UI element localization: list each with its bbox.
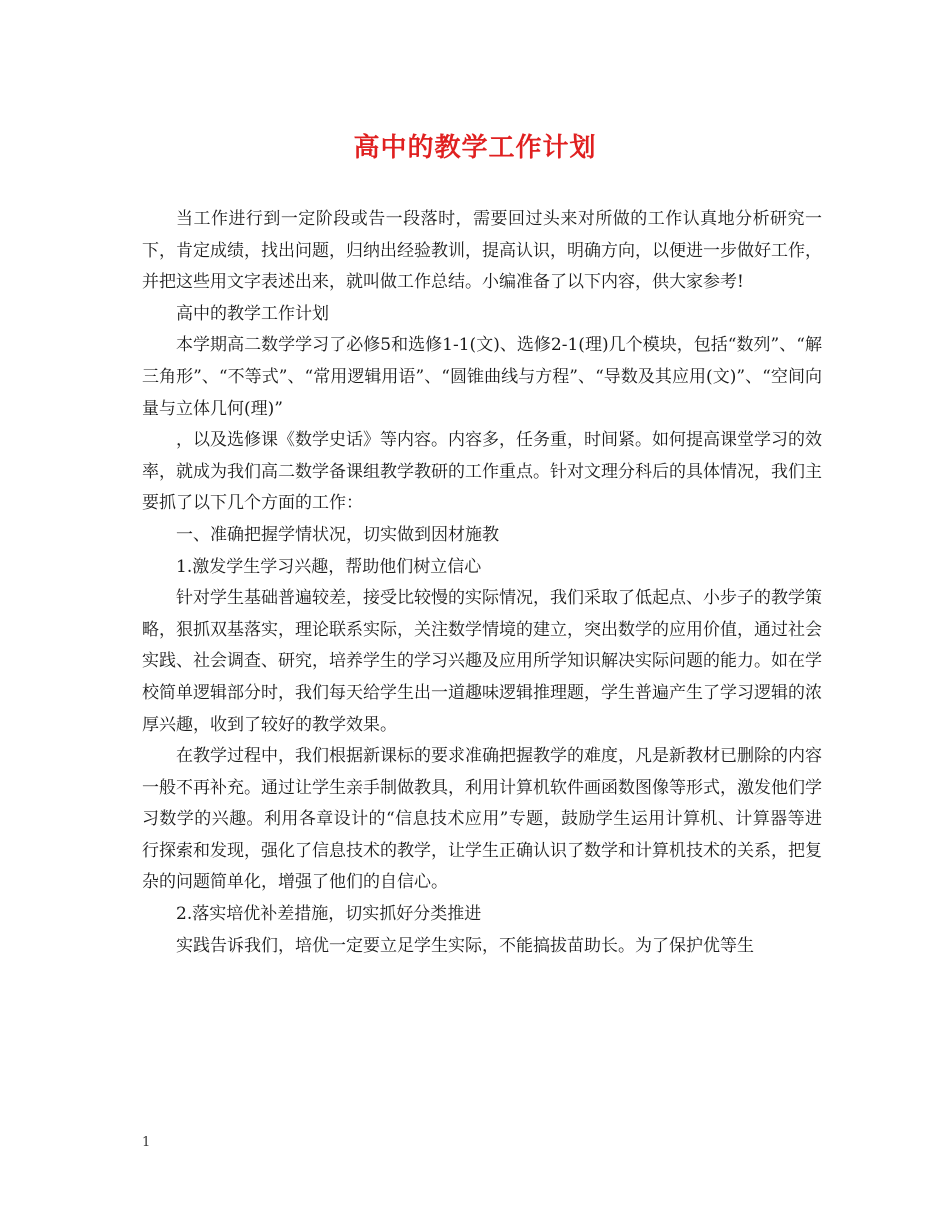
paragraph-teaching-process: 在教学过程中，我们根据新课标的要求准确把握教学的难度，凡是新教材已删除的内容一般不再补充。通过让学生亲手制做教具，利用计算机软件画函数图像等形式，激发他们学习数学的兴趣。利用各章设计的“信息技术应用”专题，鼓励学生运用计算机、计算器等进行探索和发现，强化了信息技术的教学，让学生正确认识了数学和计算机技术的关系，把复杂的问题简单化，增强了他们的自信心。 (142, 746, 822, 893)
page-number: 1 (142, 1135, 151, 1150)
section-heading-1: 一、准确把握学情状况，切实做到因材施教 (176, 524, 499, 545)
paragraph-modules: 本学期高二数学学习了必修5和选修1-1(文)、选修2-1(理)几个模块，包括“数列”、“解三角形”、“不等式”、“常用逻辑用语”、“圆锥曲线与方程”、“导数及其应用(文)”、“空间向量与立体几何(理)” (142, 335, 822, 419)
paragraph-subtitle: 高中的教学工作计划 (176, 303, 329, 324)
subsection-heading-1-1: 1.激发学生学习兴趣，帮助他们树立信心 (176, 556, 482, 577)
paragraph-content-overview: ，以及选修课《数学史话》等内容。内容多，任务重，时间紧。如何提高课堂学习的效率，就成为我们高二数学备课组教学教研的工作重点。针对文理分科后的具体情况，我们主要抓了以下几个方面的工作： (142, 430, 822, 514)
paragraph-strategy: 针对学生基础普遍较差，接受比较慢的实际情况，我们采取了低起点、小步子的教学策略，狠抓双基落实，理论联系实际，关注数学情境的建立，突出数学的应用价值，通过社会实践、社会调查、研究，培养学生的学习兴趣及应用所学知识解决实际问题的能力。如在学校简单逻辑部分时，我们每天给学生出一道趣味逻辑推理题，学生普遍产生了学习逻辑的浓厚兴趣，收到了较好的教学效果。 (142, 588, 822, 735)
paragraph-intro: 当工作进行到一定阶段或告一段落时，需要回过头来对所做的工作认真地分析研究一下，肯定成绩，找出问题，归纳出经验教训，提高认识，明确方向，以便进一步做好工作，并把这些用文字表述出来，就叫做工作总结。小编准备了以下内容，供大家参考! (142, 209, 822, 293)
paragraph-practice: 实践告诉我们，培优一定要立足学生实际，不能搞拔苗助长。为了保护优等生 (176, 935, 754, 956)
document-body (142, 204, 822, 962)
subsection-heading-1-2: 2.落实培优补差措施，切实抓好分类推进 (176, 904, 482, 925)
page-title: 高中的教学工作计划 (353, 133, 597, 163)
